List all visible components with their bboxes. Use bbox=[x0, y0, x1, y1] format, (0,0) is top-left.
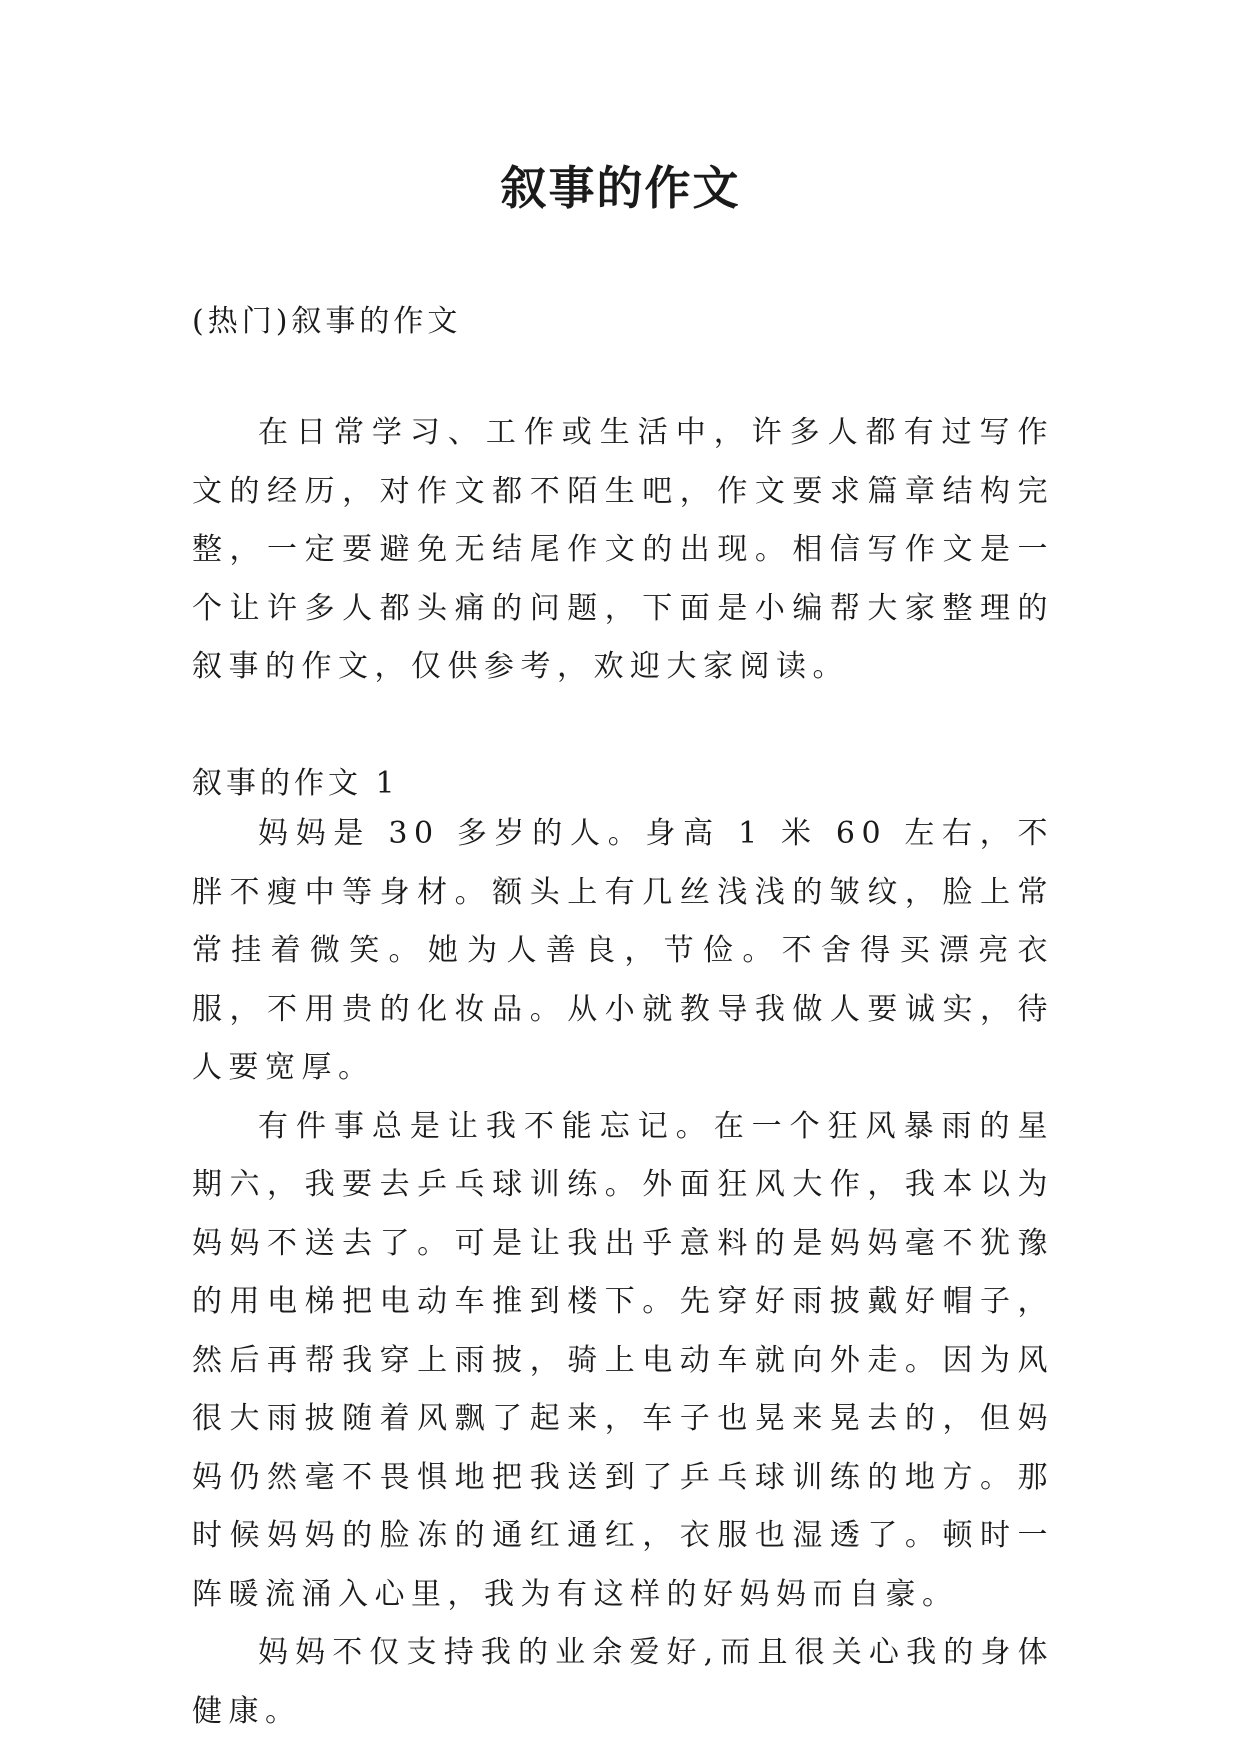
document-subtitle: (热门)叙事的作文 bbox=[192, 304, 462, 339]
story-block bbox=[192, 805, 1054, 1741]
intro-paragraph: 在日常学习、工作或生活中，许多人都有过写作文的经历，对作文都不陌生吧，作文要求篇章结构完整，一定要避免无结尾作文的出现。相信写作文是一个让许多人都头痛的问题，下面是小编帮大家整理的叙事的作文，仅供参考，欢迎大家阅读。 bbox=[192, 415, 1054, 684]
story-paragraph-1: 妈妈是 30 多岁的人。身高 1 米 60 左右，不胖不瘦中等身材。额头上有几丝浅浅的皱纹，脸上常常挂着微笑。她为人善良，节俭。不舍得买漂亮衣服，不用贵的化妆品。从小就教导我做人要诚实，待人要宽厚。 bbox=[192, 816, 1054, 1085]
document-title: 叙事的作文 bbox=[500, 161, 741, 215]
intro-block bbox=[192, 404, 1054, 697]
section-heading: 叙事的作文 1 bbox=[192, 766, 399, 801]
story-paragraph-3: 妈妈不仅支持我的业余爱好,而且很关心我的身体健康。 bbox=[192, 1635, 1054, 1729]
story-paragraph-2: 有件事总是让我不能忘记。在一个狂风暴雨的星期六，我要去乒乓球训练。外面狂风大作，我本以为妈妈不送去了。可是让我出乎意料的是妈妈毫不犹豫的用电梯把电动车推到楼下。先穿好雨披戴好帽子，然后再帮我穿上雨披，骑上电动车就向外走。因为风很大雨披随着风飘了起来，车子也晃来晃去的，但妈妈仍然毫不畏惧地把我送到了乒乓球训练的地方。那时候妈妈的脸冻的通红通红，衣服也湿透了。顿时一阵暖流涌入心里，我为有这样的好妈妈而自豪。 bbox=[192, 1108, 1054, 1612]
